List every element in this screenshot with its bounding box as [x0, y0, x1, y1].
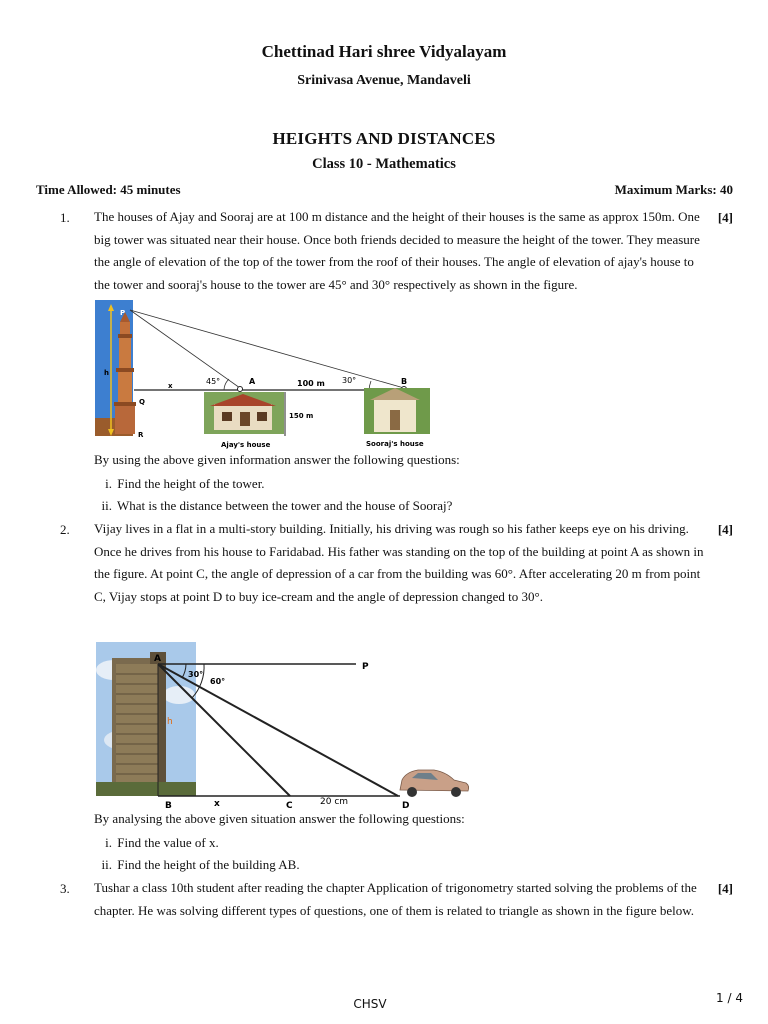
question-2-marks: [4] — [717, 522, 733, 537]
question-2-sub-i — [94, 835, 494, 851]
question-2-number: 2. — [60, 522, 70, 537]
label-p: P — [120, 309, 126, 317]
label-h: h — [167, 717, 173, 727]
label-r: R — [138, 431, 144, 439]
label-d: D — [402, 801, 410, 811]
car-icon — [400, 770, 469, 797]
label-angle-45: 45° — [206, 377, 221, 386]
label-150m: 150 m — [289, 412, 314, 420]
point-a-marker — [238, 387, 243, 392]
sight-line-a — [130, 310, 240, 388]
question-2-sub-i-text: Find the value of x. — [117, 835, 219, 850]
school-address: Srinivasa Avenue, Mandaveli — [297, 73, 471, 88]
question-2-prompt: By analysing the above given situation answer the following questions: — [94, 811, 465, 826]
label-c: C — [286, 801, 293, 811]
label-h: h — [104, 369, 109, 377]
label-x: x — [214, 799, 220, 809]
label-b: B — [165, 801, 172, 811]
label-100m: 100 m — [297, 379, 325, 388]
question-1-marks: [4] — [717, 210, 733, 225]
time-allowed: Time Allowed: 45 minutes — [36, 182, 181, 197]
question-1-number: 1. — [60, 210, 70, 225]
question-2-sub-ii-number: ii. — [101, 857, 112, 872]
building-car-figure — [94, 640, 474, 812]
maximum-marks: Maximum Marks: 40 — [614, 182, 733, 197]
worksheet-subtitle: Class 10 - Mathematics — [312, 156, 456, 172]
question-1-sub-ii — [94, 498, 494, 514]
question-2-sub-ii-text: Find the height of the building AB. — [117, 857, 300, 872]
label-20cm: 20 cm — [320, 797, 349, 807]
angle-arc-a — [224, 379, 229, 390]
worksheet-title: HEIGHTS AND DISTANCES — [272, 129, 496, 148]
label-angle-30: 30° — [342, 376, 357, 385]
tower-houses-figure — [94, 300, 439, 452]
question-1-prompt: By using the above given information answer the following questions: — [94, 452, 460, 467]
question-2-text: Vijay lives in a flat in a multi-story building. Initially, his driving was rough so his father keeps eye on his driving. Once he drives from his house to Faridabad. His father was standing on the top of the building at point A as shown in the figure. At point C, the angle of depression of a car from the building was 60°. After accelerating 20 m from point C, Vijay stops at point D to buy ice-cream and the angle of depression changed to 30°. — [94, 521, 704, 604]
label-a: A — [154, 654, 161, 664]
question-3-marks: [4] — [717, 881, 733, 896]
question-1-text: The houses of Ajay and Sooraj are at 100 m distance and the height of their houses is the same as approx 150m. One big tower was situated near their house. Once both friends decided to measure the height of the tower. They measure the angle of elevation of the top of the tower from the roof of their houses. The angle of elevation of ajay's house to the tower and sooraj's house to the tower are 45° and 30° respectively as shown in the figure. — [94, 209, 700, 292]
label-x: x — [168, 382, 173, 390]
page-number: 1 / 4 — [716, 991, 743, 1005]
label-a: A — [249, 377, 256, 386]
question-2-sub-i-number: i. — [105, 835, 112, 850]
label-angle-60: 60° — [210, 677, 226, 686]
label-p: P — [362, 662, 369, 672]
question-1-sub-i-text: Find the height of the tower. — [117, 476, 265, 491]
footer-label: CHSV — [353, 997, 387, 1011]
question-1-sub-i-number: i. — [105, 476, 112, 491]
question-1-sub-ii-text: What is the distance between the tower and the house of Sooraj? — [117, 498, 453, 513]
label-q: Q — [139, 398, 145, 406]
question-2-sub-ii — [94, 857, 494, 873]
label-b: B — [401, 377, 408, 386]
question-1-sub-i — [94, 476, 494, 492]
sight-line-b — [130, 310, 404, 388]
ajay-house-icon — [204, 392, 284, 434]
sooraj-house-icon — [364, 388, 430, 434]
caption-ajay-house: Ajay's house — [221, 441, 271, 449]
question-3-text: Tushar a class 10th student after reading the chapter Application of trigonometry started solving the problems of the chapter. He was solving different types of questions, one of them is related to triangle as shown in the figure below. — [94, 880, 697, 918]
question-1-sub-ii-number: ii. — [101, 498, 112, 513]
school-name: Chettinad Hari shree Vidyalayam — [261, 42, 507, 61]
caption-sooraj-house: Sooraj's house — [366, 440, 424, 448]
question-3-number: 3. — [60, 881, 70, 896]
label-angle-30: 30° — [188, 670, 204, 679]
